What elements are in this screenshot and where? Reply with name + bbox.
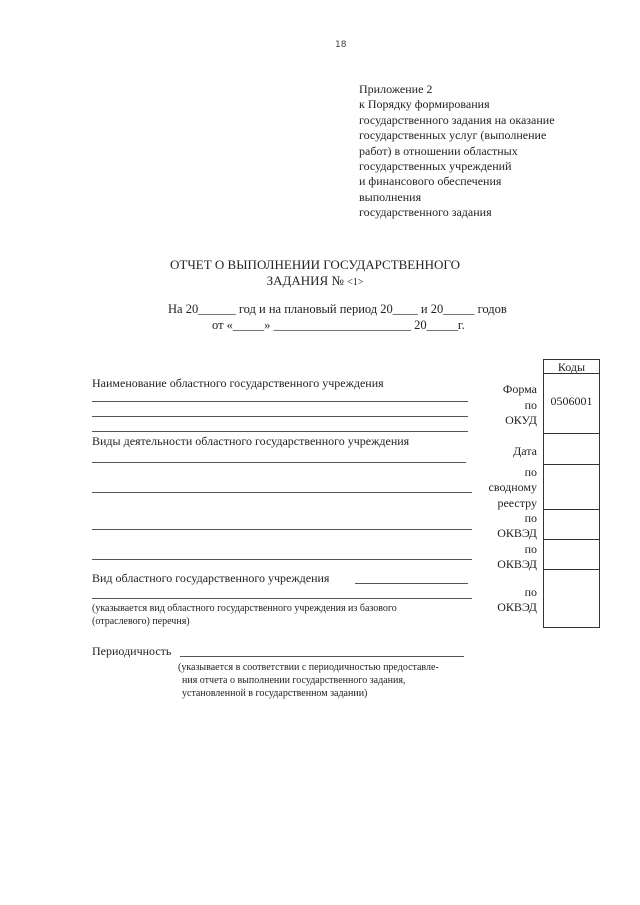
po-label: по — [524, 542, 537, 556]
periodicity-hint-1: (указывается в соответствии с периодичностью предоставле- — [178, 662, 439, 673]
okved-label: ОКВЭД — [497, 600, 537, 614]
blank-line — [92, 492, 472, 493]
blank-line — [92, 401, 468, 402]
appendix-note — [359, 82, 555, 221]
appendix-line: и финансового обеспечения — [359, 174, 502, 189]
forma-label: Форма — [502, 382, 537, 396]
period-line1: На 20______ год и на плановый период 20____ и 20_____ годов — [168, 302, 507, 316]
okved-cell-2 — [543, 539, 600, 570]
appendix-line: к Порядку формирования — [359, 97, 490, 112]
footnote-ref: <1> — [347, 277, 364, 288]
periodicity-label: Периодичность — [92, 644, 172, 658]
svodny-reestr-cell — [543, 464, 600, 510]
blank-line — [92, 529, 472, 530]
institution-name-label: Наименование областного государственного учреждения — [92, 376, 384, 390]
institution-type-label: Вид областного государственного учреждения — [92, 571, 330, 585]
po-label: по — [524, 511, 537, 525]
appendix-line: государственного задания на оказание — [359, 112, 555, 127]
po-label: по — [524, 398, 537, 412]
institution-type-hint-2: (отраслевого) перечня) — [92, 616, 190, 627]
appendix-line: Приложение 2 — [359, 82, 433, 96]
periodicity-hint-2: ния отчета о выполнении государственного задания, — [182, 675, 406, 686]
blank-line — [180, 656, 464, 657]
po-label: по — [524, 465, 537, 479]
institution-type-hint-1: (указывается вид областного государственного учреждения из базового — [92, 603, 397, 614]
po-label: по — [524, 585, 537, 599]
appendix-line: государственных услуг (выполнение — [359, 128, 547, 143]
data-label: Дата — [513, 444, 537, 458]
activity-types-label: Виды деятельности областного государственного учреждения — [92, 434, 410, 448]
reestru-label: реестру — [497, 496, 537, 510]
period-line2: от «_____» ______________________ 20_____г. — [212, 318, 465, 332]
blank-line — [92, 559, 472, 560]
appendix-line: государственного задания — [359, 205, 492, 220]
blank-line — [92, 431, 468, 432]
codes-header: Коды — [543, 359, 600, 374]
periodicity-hint-3: установленной в государственном задании) — [182, 688, 368, 699]
svodnomu-label: сводному — [488, 480, 537, 494]
okud-label: ОКУД — [505, 413, 537, 427]
codes-table — [543, 359, 600, 628]
page-number: 18 — [335, 40, 347, 50]
blank-line — [92, 462, 466, 463]
appendix-line: государственных учреждений — [359, 159, 512, 174]
okved-cell-3 — [543, 569, 600, 628]
blank-line — [92, 416, 468, 417]
okved-cell-1 — [543, 509, 600, 540]
blank-line — [92, 598, 472, 599]
appendix-line: работ) в отношении областных — [359, 143, 518, 158]
appendix-line: выполнения — [359, 189, 422, 204]
report-title-zadaniya: ЗАДАНИЯ № — [266, 273, 344, 288]
blank-line — [355, 583, 468, 584]
okved-label: ОКВЭД — [497, 526, 537, 540]
okved-label: ОКВЭД — [497, 557, 537, 571]
okud-code-cell: 0506001 — [543, 373, 600, 434]
report-title-line1: ОТЧЕТ О ВЫПОЛНЕНИИ ГОСУДАРСТВЕННОГО — [170, 257, 460, 272]
date-cell — [543, 433, 600, 465]
report-title-line2 — [150, 273, 480, 291]
